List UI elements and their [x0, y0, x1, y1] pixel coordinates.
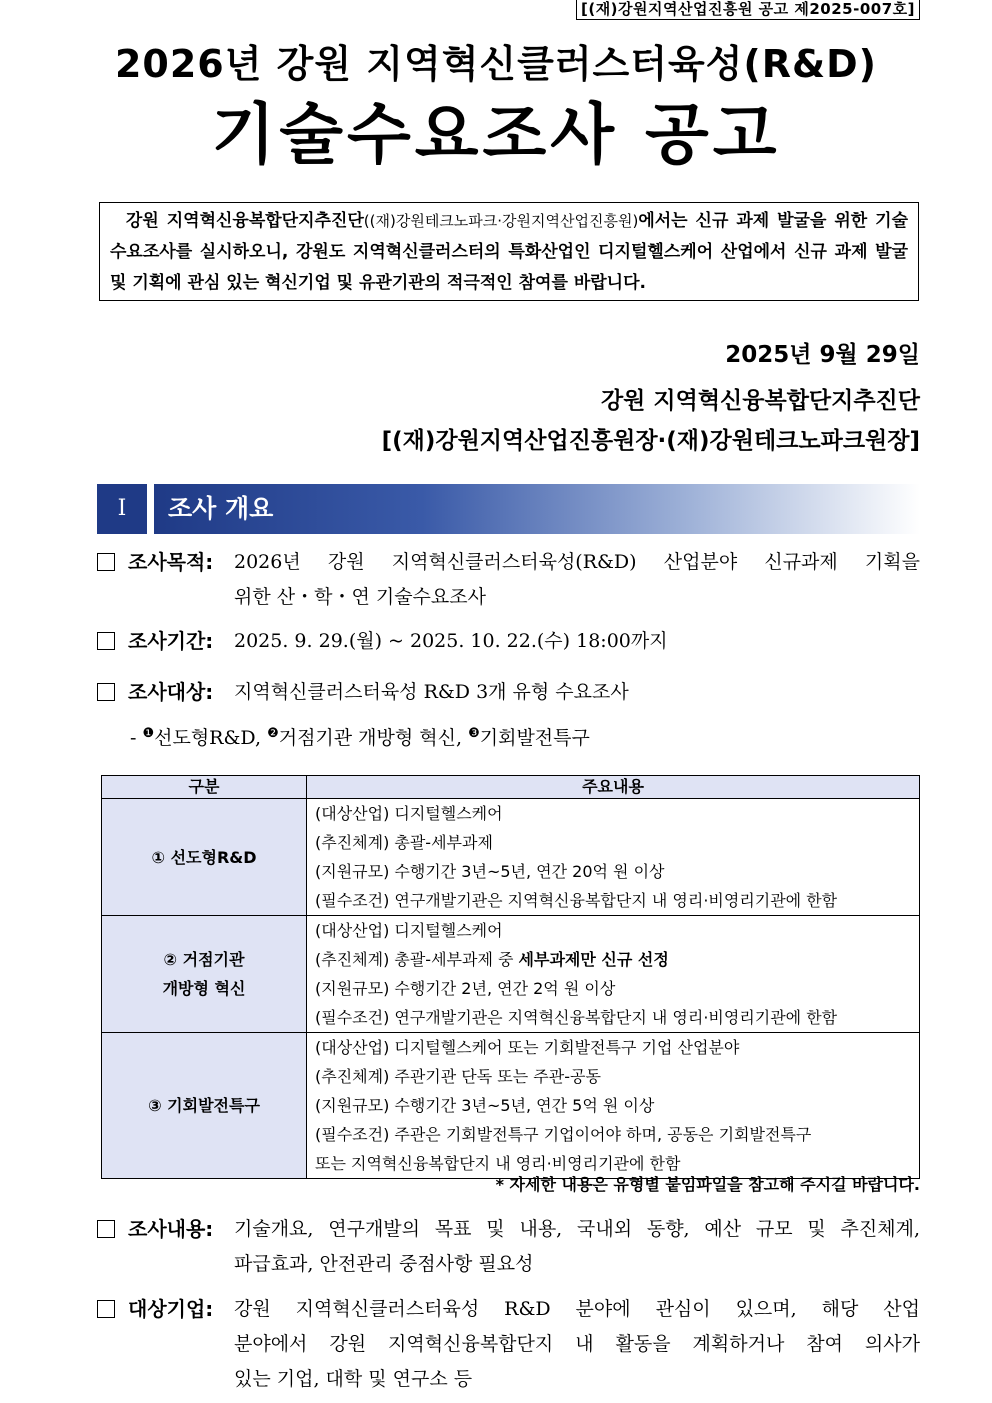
- number-2-icon: ❷: [267, 725, 279, 741]
- row-1-label: ① 선도형R&D: [102, 799, 307, 916]
- period-head: 조사기간:: [128, 629, 214, 653]
- purpose-line-2: 위한 산・학・연 기술수요조사: [234, 586, 486, 608]
- table-row: [102, 799, 920, 916]
- row-2-label-line-1: ② 거점기관: [163, 950, 245, 969]
- intro-part-1: 강원 지역혁신융복합단지추진단: [125, 211, 364, 231]
- types-table: [101, 775, 920, 1179]
- footnote: * 자세한 내용은 유형별 붙임파일을 참고해 주시길 바랍니다.: [495, 1175, 920, 1194]
- table-row: [102, 1033, 920, 1179]
- row-2-label-line-2: 개방형 혁신: [162, 979, 246, 998]
- table-header-category: 구분: [102, 776, 307, 799]
- type-1: 선도형R&D,: [154, 727, 262, 749]
- title-line-1: 2026년 강원 지역혁신클러스터육성(R&D): [114, 42, 878, 86]
- issuer-org-line-1: 강원 지역혁신융복합단지추진단: [600, 388, 920, 414]
- table-row: [102, 916, 920, 1033]
- notice-number: [(재)강원지역산업진흥원 공고 제2025-007호]: [576, 0, 920, 20]
- intro-part-2: ((재)강원테크노파크·강원지역산업진흥원): [363, 212, 639, 230]
- company-line-3: 있는 기업, 대학 및 연구소 등: [234, 1368, 473, 1390]
- title-line-2: 기술수요조사 공고: [211, 96, 781, 173]
- row-1-line: (대상산업) 디지털헬스케어: [315, 804, 503, 823]
- section-title: 조사 개요: [168, 494, 274, 523]
- checkbox-icon: [97, 632, 115, 650]
- row-2-line: (필수조건) 연구개발기관은 지역혁신융복합단지 내 영리·비영리기관에 한함: [315, 1008, 838, 1027]
- issuer-org-line-2: [(재)강원지역산업진흥원장·(재)강원테크노파크원장]: [381, 428, 920, 454]
- row-3-content: [307, 1033, 920, 1179]
- content-head: 조사내용:: [128, 1217, 214, 1241]
- number-1-icon: ❶: [142, 725, 155, 741]
- row-2-line: (대상산업) 디지털헬스케어: [315, 921, 503, 940]
- row-1-line: (지원규모) 수행기간 3년~5년, 연간 20억 원 이상: [315, 862, 665, 881]
- content-line-2: 파급효과, 안전관리 중점사항 필요성: [234, 1253, 534, 1275]
- section-number: Ⅰ: [97, 484, 147, 534]
- checkbox-icon: [97, 1220, 115, 1238]
- company-head: 대상기업:: [128, 1297, 214, 1321]
- row-2-content: [307, 916, 920, 1033]
- row-2-line: (지원규모) 수행기간 2년, 연간 2억 원 이상: [315, 979, 616, 998]
- purpose-head: 조사목적:: [128, 550, 214, 574]
- row-3-line: 또는 지역혁신융복합단지 내 영리·비영리기관에 한함: [315, 1154, 681, 1173]
- types-list: [130, 721, 590, 755]
- checkbox-icon: [97, 683, 115, 701]
- notice-date: 2025년 9월 29일: [725, 342, 920, 368]
- target-text: 지역혁신클러스터육성 R&D 3개 유형 수요조사: [234, 681, 629, 703]
- row-3-line: (대상산업) 디지털헬스케어 또는 기회발전특구 기업 산업분야: [315, 1038, 740, 1057]
- purpose-line-1: 2026년 강원 지역혁신클러스터육성(R&D) 산업분야 신규과제 기획을: [234, 551, 920, 573]
- row-1-line: (추진체계) 총괄-세부과제: [315, 833, 493, 852]
- checkbox-icon: [97, 1300, 115, 1318]
- row-3-line: (필수조건) 주관은 기회발전특구 기업이어야 하며, 공동은 기회발전특구: [315, 1125, 812, 1144]
- types-dash: -: [130, 727, 137, 749]
- target-head: 조사대상:: [128, 680, 214, 704]
- table-header-row: [102, 776, 920, 799]
- row-2-line-emphasis: 세부과제만 신규 선정: [518, 950, 669, 969]
- content-line-1: 기술개요, 연구개발의 목표 및 내용, 국내외 동향, 예산 규모 및 추진체계,: [234, 1218, 920, 1240]
- row-2-line-text: (추진체계) 총괄-세부과제 중: [315, 950, 519, 969]
- company-line-1: 강원 지역혁신클러스터육성 R&D 분야에 관심이 있으며, 해당 산업: [234, 1298, 920, 1320]
- intro-part-3: 에서는 신규 과제 발굴을 위한 기술수요조사를 실시하오니, 강원도 지역혁신클러스터의 특화산업인 디지털헬스케어 산업에서 신규 과제 발굴 및 기획에 관심 있는 혁신기업 및 유관기관의 적극적인 참여를 바랍니다.: [110, 211, 909, 293]
- row-2-line: [315, 945, 919, 974]
- period-text: 2025. 9. 29.(월) ~ 2025. 10. 22.(수) 18:00까지: [234, 630, 668, 652]
- type-3: 기회발전특구: [479, 727, 590, 749]
- row-1-line: (필수조건) 연구개발기관은 지역혁신융복합단지 내 영리·비영리기관에 한함: [315, 891, 838, 910]
- row-3-label: ③ 기회발전특구: [102, 1033, 307, 1179]
- table-header-content: 주요내용: [307, 776, 920, 799]
- row-3-line: (지원규모) 수행기간 3년~5년, 연간 5억 원 이상: [315, 1096, 655, 1115]
- company-line-2: 분야에서 강원 지역혁신융복합단지 내 활동을 계획하거나 참여 의사가: [234, 1333, 920, 1355]
- number-3-icon: ❸: [468, 725, 480, 741]
- row-3-line: (추진체계) 주관기관 단독 또는 주관-공동: [315, 1067, 601, 1086]
- checkbox-icon: [97, 553, 115, 571]
- row-1-content: [307, 799, 920, 916]
- row-2-label: [102, 916, 307, 1033]
- intro-box: [99, 202, 919, 301]
- type-2: 거점기관 개방형 혁신,: [278, 727, 463, 749]
